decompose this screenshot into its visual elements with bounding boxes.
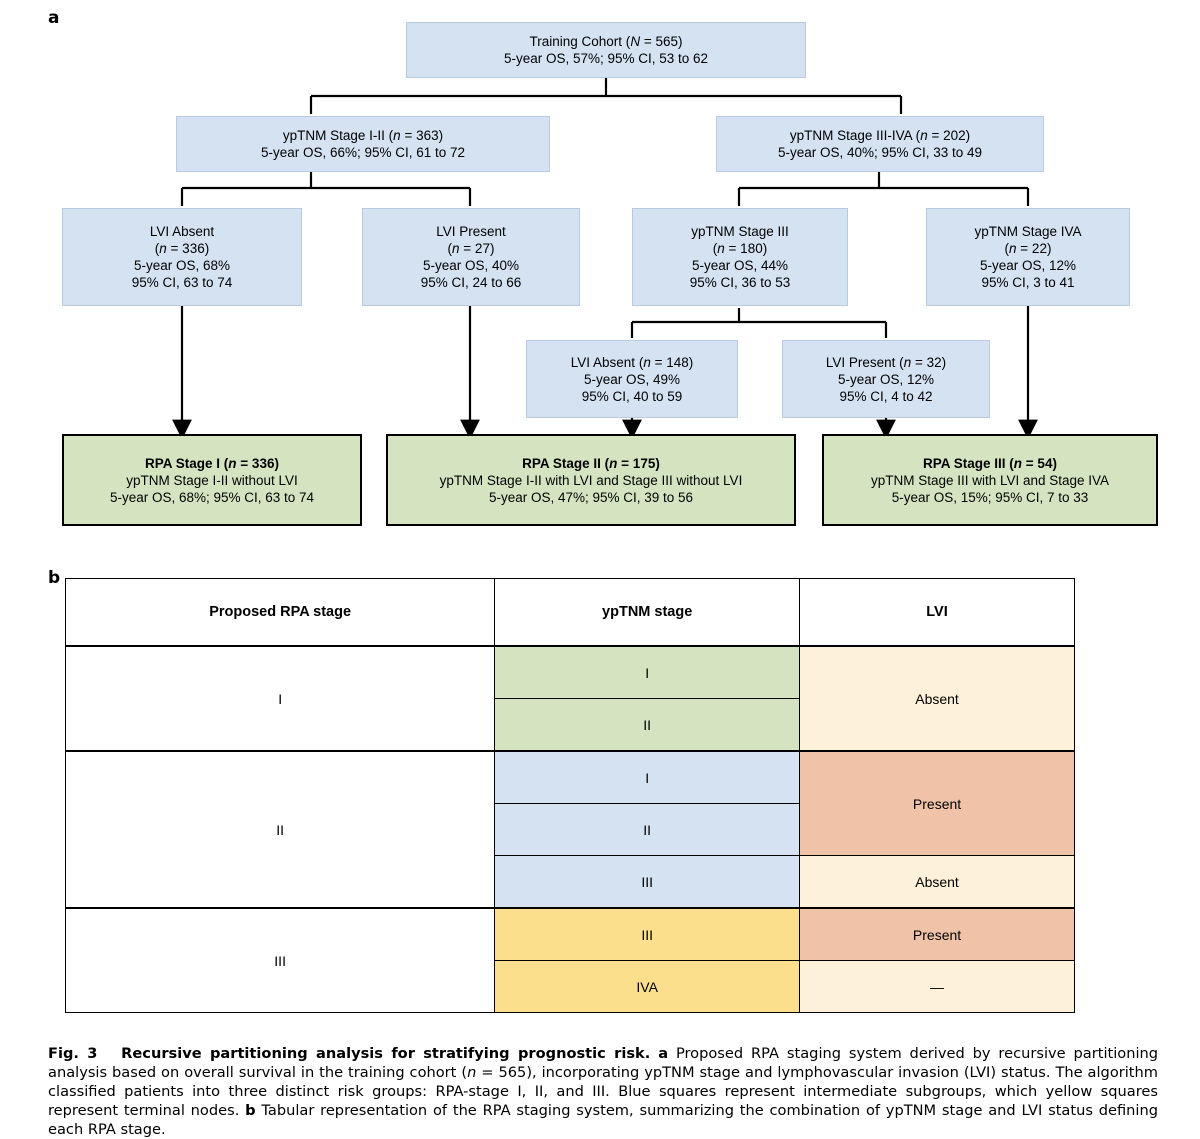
cell-yptnm-stage: II bbox=[495, 699, 800, 752]
cell-lvi: Absent bbox=[800, 646, 1075, 751]
node-line: Training Cohort (N = 565) bbox=[529, 34, 683, 49]
cell-yptnm-stage: III bbox=[495, 908, 800, 961]
node-line: 5-year OS, 57%; 95% CI, 53 to 62 bbox=[503, 51, 709, 66]
node-line: 5-year OS, 12% bbox=[837, 371, 935, 387]
node-lvi-present-stage-iii bbox=[782, 340, 990, 418]
node-lvi-absent-stage-i-ii bbox=[62, 208, 302, 306]
node-lvi-present-stage-i-ii bbox=[362, 208, 580, 306]
node-line: LVI Absent bbox=[149, 224, 215, 239]
node-line: RPA Stage I (n = 336) bbox=[145, 455, 279, 471]
node-yptnm-stage-i-ii bbox=[176, 116, 550, 172]
node-line: 5-year OS, 12% bbox=[979, 258, 1077, 273]
node-line: 5-year OS, 49% bbox=[583, 371, 681, 387]
node-training-cohort bbox=[406, 22, 806, 78]
node-rpa-stage-ii bbox=[386, 434, 796, 526]
node-line: RPA Stage III (n = 54) bbox=[923, 455, 1057, 471]
cell-lvi: — bbox=[800, 961, 1075, 1013]
node-lvi-absent-stage-iii bbox=[526, 340, 738, 418]
table-row bbox=[66, 908, 1075, 961]
caption-body-a: Proposed RPA staging system derived by recursive partitioning analysis based on overall survival in the training cohort (n = 565), incorporating ypTNM stage and lymphovascular invasion (LVI) status. The algorithm classified patients into three distinct risk groups: RPA-stage I, II, and III. Blue squares represent intermediate subgroups, which yellow squares represent terminal nodes. bbox=[48, 1045, 1159, 1119]
header-yptnm-stage: ypTNM stage bbox=[495, 579, 800, 647]
rpa-staging-table bbox=[65, 578, 1075, 1013]
node-line: ypTNM Stage I-II with LVI and Stage III without LVI bbox=[439, 472, 743, 488]
cell-yptnm-stage: I bbox=[495, 646, 800, 699]
cell-lvi: Present bbox=[800, 751, 1075, 856]
figure-label: Fig. 3 bbox=[48, 1045, 98, 1062]
node-line: 95% CI, 36 to 53 bbox=[689, 275, 791, 290]
node-line: ypTNM Stage I-II without LVI bbox=[126, 472, 298, 488]
cell-yptnm-stage: III bbox=[495, 856, 800, 909]
node-line: ypTNM Stage IVA bbox=[974, 224, 1082, 239]
node-line: 5-year OS, 40% bbox=[422, 258, 520, 273]
node-line: ypTNM Stage III-IVA (n = 202) bbox=[789, 128, 971, 143]
node-line: 95% CI, 4 to 42 bbox=[839, 388, 933, 404]
caption-body-b: Tabular representation of the RPA staging system, summarizing the combination of ypTNM stage and LVI status defining each RPA stage. bbox=[48, 1102, 1158, 1138]
node-line: LVI Absent (n = 148) bbox=[570, 354, 694, 370]
caption-marker-b: b bbox=[245, 1102, 256, 1119]
node-rpa-stage-i bbox=[62, 434, 362, 526]
node-yptnm-stage-iii bbox=[632, 208, 848, 306]
caption-marker-a: a bbox=[658, 1045, 669, 1062]
node-line: 5-year OS, 68%; 95% CI, 63 to 74 bbox=[109, 489, 315, 505]
node-line: (n = 336) bbox=[154, 241, 210, 256]
cell-yptnm-stage: I bbox=[495, 751, 800, 804]
cell-lvi: Absent bbox=[800, 856, 1075, 909]
node-line: RPA Stage II (n = 175) bbox=[522, 455, 660, 471]
panel-b-label: b bbox=[48, 568, 61, 588]
rpa-decision-tree bbox=[0, 0, 1200, 560]
node-rpa-stage-iii bbox=[822, 434, 1158, 526]
node-line: 5-year OS, 68% bbox=[133, 258, 231, 273]
cell-yptnm-stage: II bbox=[495, 804, 800, 856]
table-header-row bbox=[66, 579, 1075, 647]
node-line: ypTNM Stage III bbox=[691, 224, 789, 239]
node-line: LVI Present bbox=[436, 224, 506, 239]
cell-lvi: Present bbox=[800, 908, 1075, 961]
panel-a-label: a bbox=[48, 8, 60, 28]
header-lvi: LVI bbox=[800, 579, 1075, 647]
table-row bbox=[66, 646, 1075, 699]
node-line: 5-year OS, 40%; 95% CI, 33 to 49 bbox=[777, 145, 983, 160]
figure-title: Recursive partitioning analysis for stratifying prognostic risk. bbox=[121, 1045, 651, 1062]
node-yptnm-stage-iva bbox=[926, 208, 1130, 306]
node-line: 5-year OS, 66%; 95% CI, 61 to 72 bbox=[260, 145, 466, 160]
node-line: (n = 180) bbox=[712, 241, 768, 256]
node-line: 95% CI, 24 to 66 bbox=[420, 275, 522, 290]
node-line: 95% CI, 3 to 41 bbox=[981, 275, 1075, 290]
header-proposed-rpa-stage: Proposed RPA stage bbox=[66, 579, 495, 647]
node-line: (n = 22) bbox=[1004, 241, 1052, 256]
node-line: ypTNM Stage III with LVI and Stage IVA bbox=[870, 472, 1110, 488]
node-line: 5-year OS, 47%; 95% CI, 39 to 56 bbox=[488, 489, 694, 505]
node-line: (n = 27) bbox=[447, 241, 495, 256]
node-line: 95% CI, 40 to 59 bbox=[581, 388, 683, 404]
node-line: 5-year OS, 15%; 95% CI, 7 to 33 bbox=[891, 489, 1089, 505]
node-line: 95% CI, 63 to 74 bbox=[131, 275, 233, 290]
cell-rpa-stage: I bbox=[66, 646, 495, 751]
table-row bbox=[66, 751, 1075, 804]
cell-yptnm-stage: IVA bbox=[495, 961, 800, 1013]
cell-rpa-stage: III bbox=[66, 908, 495, 1013]
node-yptnm-stage-iii-iva bbox=[716, 116, 1044, 172]
node-line: ypTNM Stage I-II (n = 363) bbox=[282, 128, 444, 143]
figure-caption bbox=[48, 1044, 1158, 1139]
cell-rpa-stage: II bbox=[66, 751, 495, 908]
node-line: LVI Present (n = 32) bbox=[825, 354, 947, 370]
node-line: 5-year OS, 44% bbox=[691, 258, 789, 273]
